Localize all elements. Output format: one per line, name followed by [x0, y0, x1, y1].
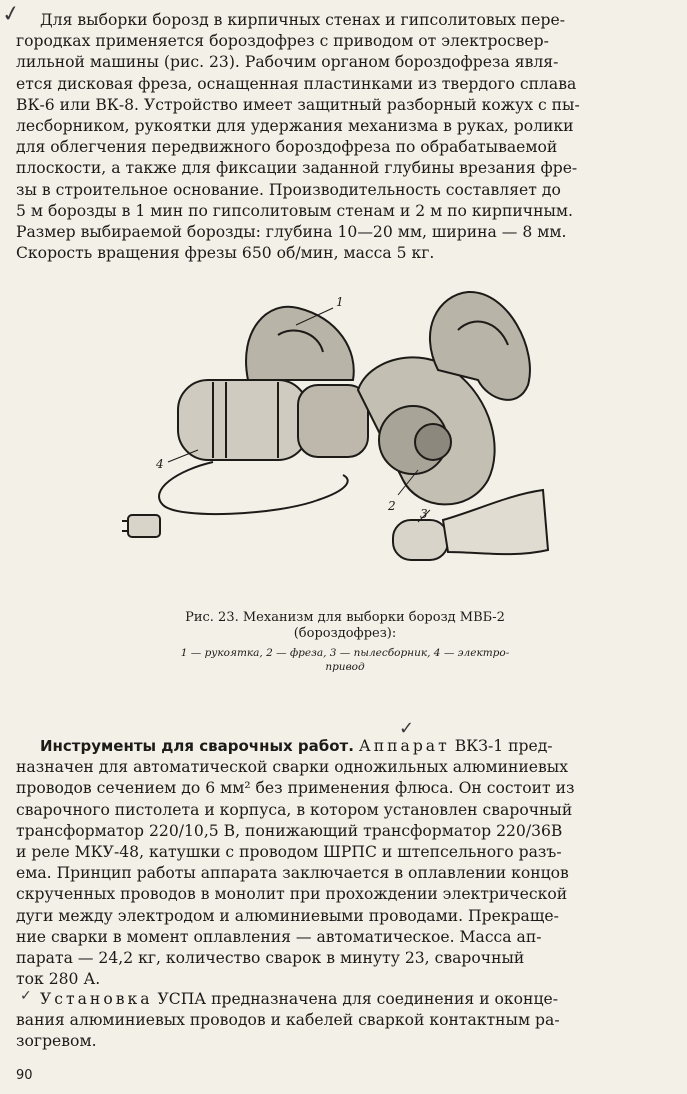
dust-collector: [393, 520, 448, 560]
figure-label-2: 2: [388, 499, 396, 513]
text-fragment: ВКЗ-1 пред-: [454, 737, 553, 755]
plug: [128, 515, 160, 537]
text-line: Для выборки борозд в кирпичных стенах и гипсолитовых пере-: [40, 11, 565, 29]
paragraph-welding-tools: [16, 736, 668, 990]
text-line: и реле МКУ-48, катушки с проводом ШРПС и штепсельного разъ-: [16, 843, 562, 862]
text-line: зогревом.: [16, 1032, 97, 1051]
spaced-term: Установка: [40, 990, 153, 1008]
check-mark-icon: ✓: [0, 0, 23, 29]
paragraph-boroздofrez: [16, 10, 668, 264]
text-line: ток 280 А.: [16, 970, 101, 989]
text-line: назначен для автоматической сварки одножильных алюминиевых: [16, 758, 569, 777]
text-line: ется дисковая фреза, оснащенная пластинками из твердого сплава: [16, 74, 577, 93]
caption-legend: 1 — рукоятка, 2 — фреза, 3 — пылесборник, 4 — электро-: [180, 647, 510, 659]
text-line: [16, 989, 668, 1010]
text-line: вания алюминиевых проводов и кабелей сваркой контактным ра-: [16, 1011, 560, 1030]
text-line: 5 м борозды в 1 мин по гипсолитовым стенам и 2 м по кирпичным.: [16, 201, 574, 220]
power-cord: [159, 462, 348, 514]
text-line: скрученных проводов в монолит при прохождении электрической: [16, 885, 568, 904]
text-fragment: УСПА предназначена для соединения и оконце-: [157, 990, 558, 1008]
text-line: для облегчения передвижного бороздофреза по обрабатываемой: [16, 138, 558, 157]
figure-label-4: 4: [156, 457, 164, 471]
figure-label-1: 1: [336, 295, 344, 309]
groove-cutter-illustration: [118, 290, 558, 595]
text-line: [16, 736, 668, 757]
electric-drive-motor: [178, 380, 308, 460]
text-line: ема. Принцип работы аппарата заключается в оплавлении концов: [16, 864, 569, 883]
caption-title: (бороздофрез):: [293, 626, 397, 641]
section-heading: Инструменты для сварочных работ.: [40, 737, 354, 755]
text-line: трансформатор 220/10,5 В, понижающий трансформатор 220/36В: [16, 821, 563, 840]
text-line: лильной машины (рис. 23). Рабочим органом бороздофреза явля-: [16, 53, 559, 72]
text-line: зы в строительное основание. Производительность составляет до: [16, 180, 561, 199]
caption-legend: привод: [325, 661, 365, 673]
spaced-term: Аппарат: [358, 737, 450, 755]
text-line: ние сварки в момент оплавления — автоматическое. Масса ап-: [16, 927, 542, 946]
check-mark-icon: ✓: [20, 988, 32, 1004]
paragraph-uspa: [16, 989, 668, 1053]
text-line: дуги между электродом и алюминиевыми проводами. Прекраще-: [16, 906, 559, 925]
check-mark-icon: ✓: [399, 718, 415, 739]
text-line: ВК-6 или ВК-8. Устройство имеет защитный разборный кожух с пы-: [16, 95, 580, 114]
text-line: проводов сечением до 6 мм² без применения флюса. Он состоит из: [16, 779, 575, 798]
caption-title: Рис. 23. Механизм для выборки борозд МВБ-2: [185, 610, 505, 625]
figure-caption: [120, 610, 570, 674]
text-line: сварочного пистолета и корпуса, в котором установлен сварочный: [16, 800, 573, 819]
handle-left: [246, 307, 354, 380]
page-number: 90: [16, 1068, 33, 1083]
text-line: Скорость вращения фрезы 650 об/мин, масса 5 кг.: [16, 244, 435, 263]
text-line: городках применяется бороздофрез с приводом от электросвер-: [16, 32, 549, 51]
figure-label-3: 3: [420, 507, 428, 521]
text-line: парата — 24,2 кг, количество сварок в минуту 23, сварочный: [16, 949, 525, 968]
text-line: плоскости, а также для фиксации заданной глубины врезания фре-: [16, 159, 578, 178]
text-line: Размер выбираемой борозды: глубина 10—20 мм, ширина — 8 мм.: [16, 223, 567, 242]
text-line: лесборником, рукоятки для удержания механизма в руках, ролики: [16, 117, 574, 136]
